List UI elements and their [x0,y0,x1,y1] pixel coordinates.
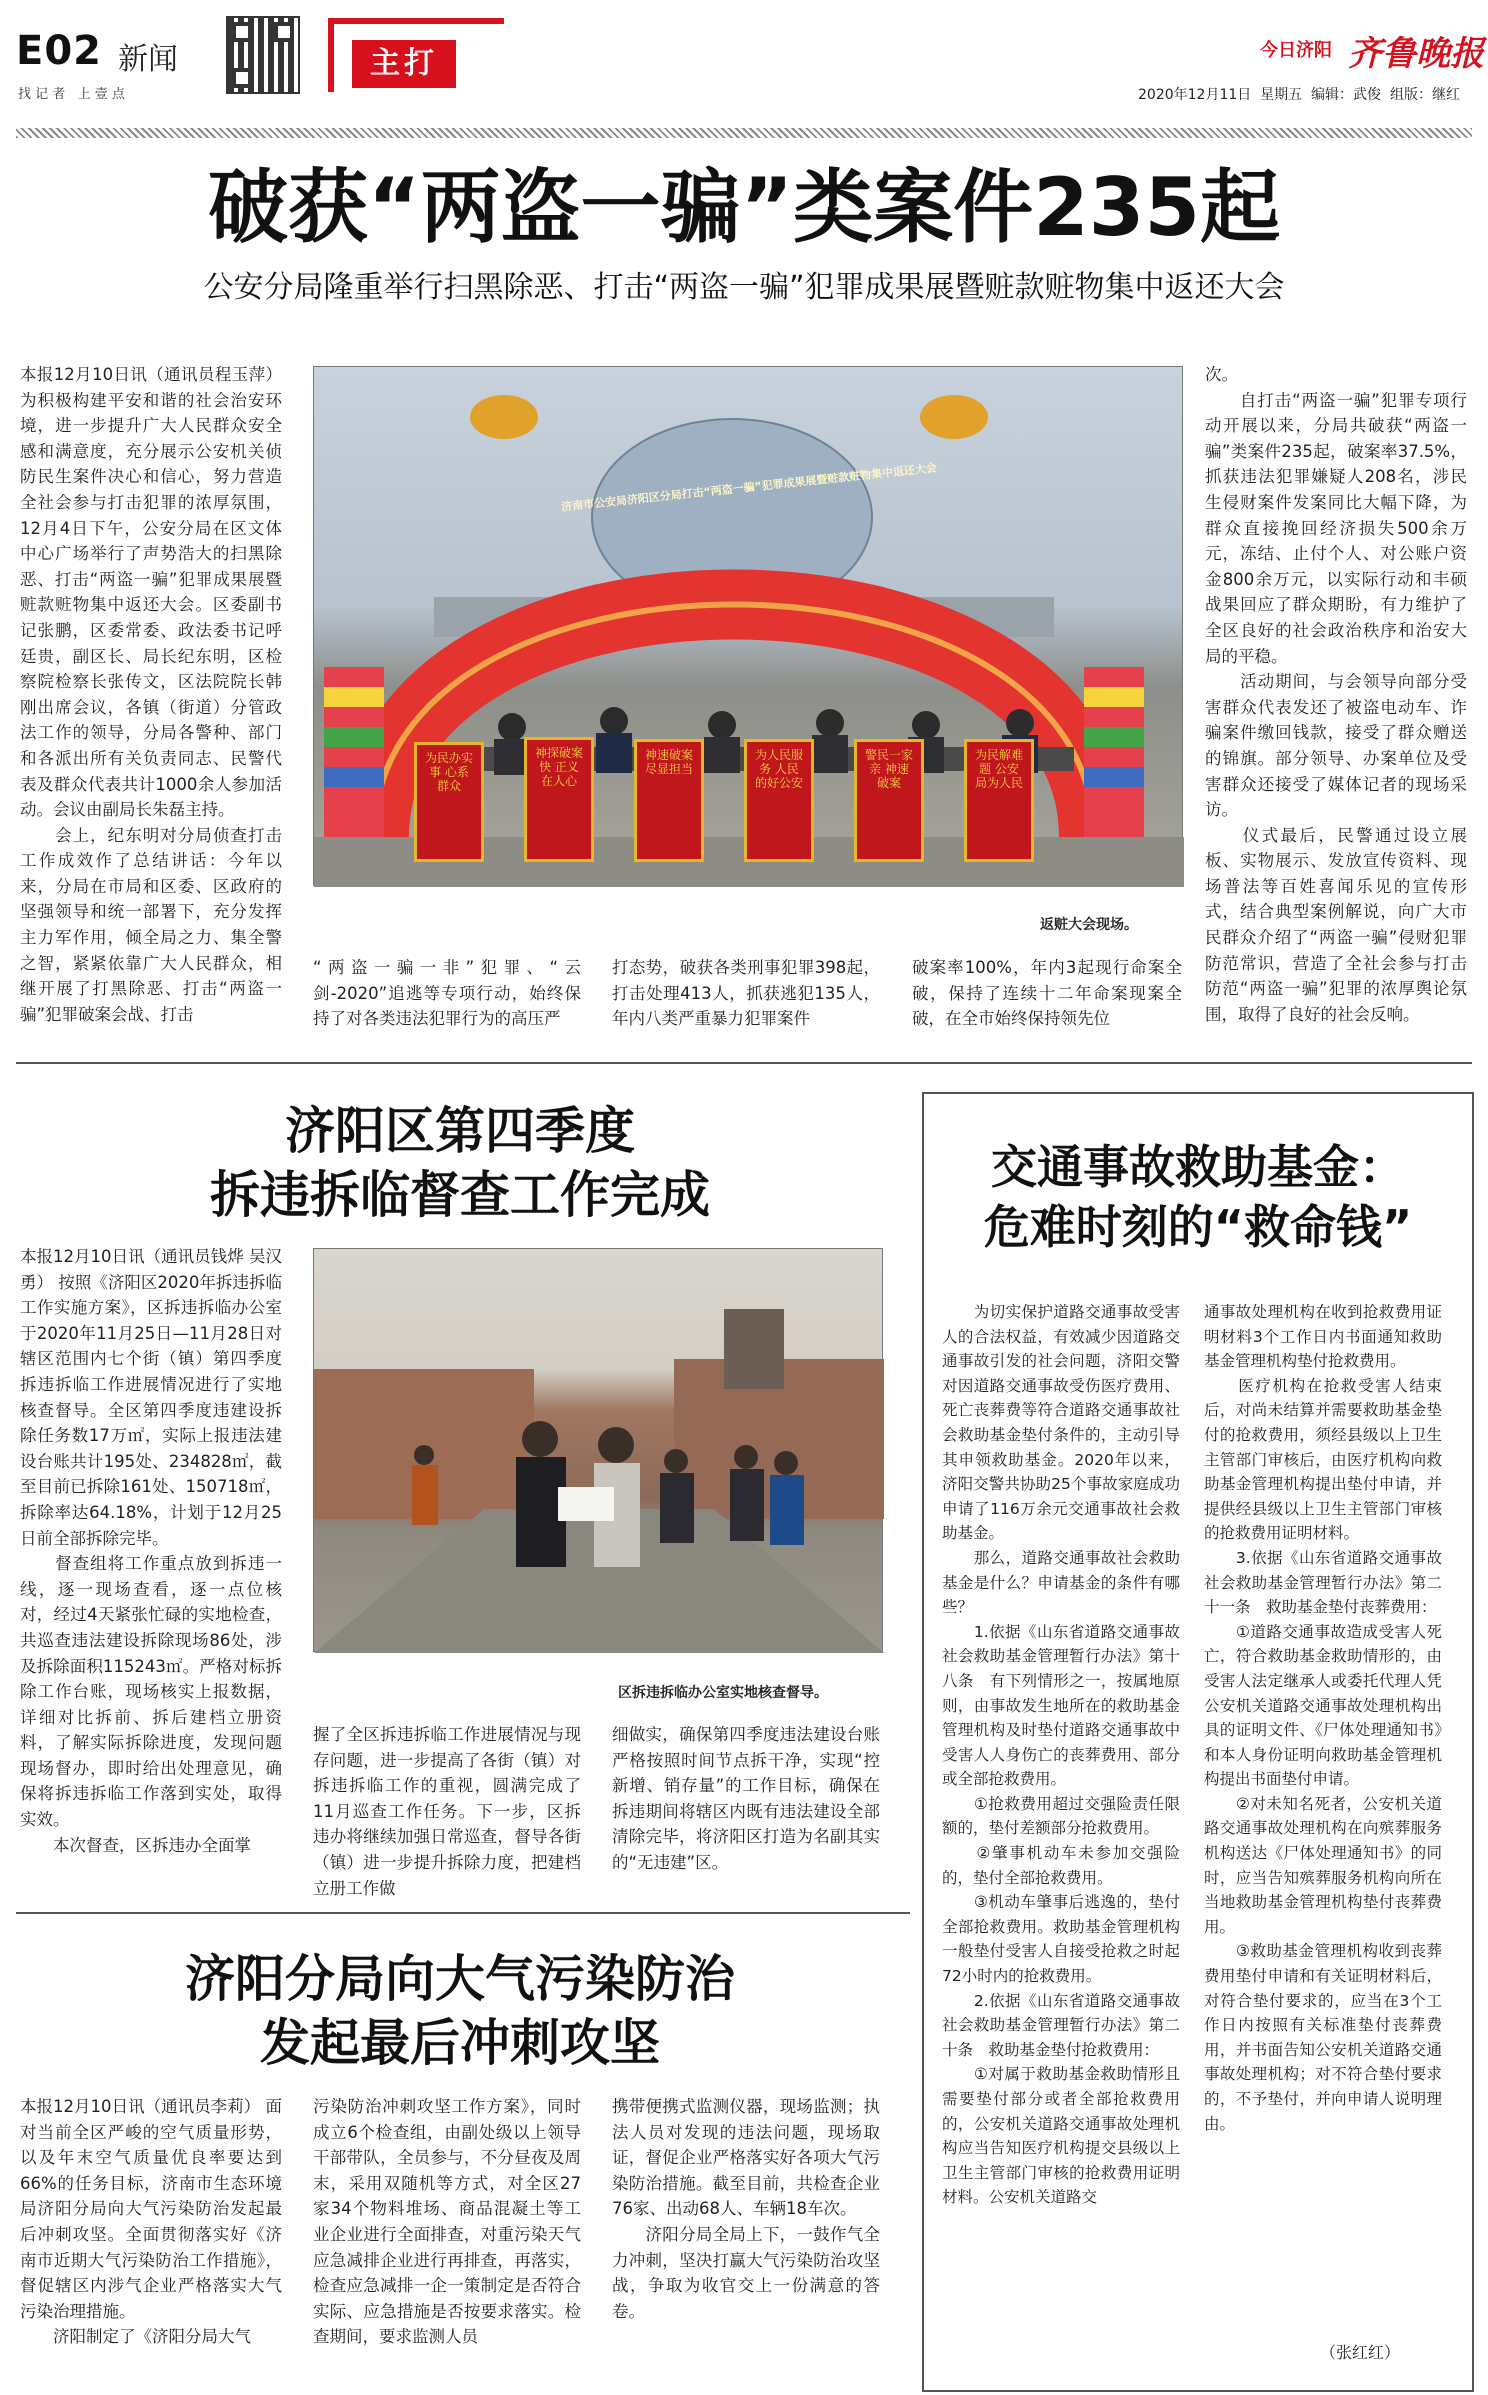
story3-body-col2: 通事故处理机构在收到抢救费用证明材料3个工作日内书面通知救助基金管理机构垫付抢救费用。 医疗机构在抢救受害人结束后，对尚未结算并需要救助基金垫付的抢救费用，须经县级以上卫生主管部门审核后，由医疗机构向救助基金管理机构提出垫付申请，并提供经县级以上卫生主管部门审核的抢救费用证明材料。 3.依据《山东省道路交通事故社会救助基金管理暂行办法》第二十一条 救助基金垫付丧葬费用： ①道路交通事故造成受害人死亡，符合救助基金救助情形的，由受害人法定继承人或委托代理人凭公安机关道路交通事故处理机构出具的证明文件、《尸体处理通知书》和本人身份证明向救助基金管理机构提出书面垫付申请。 ②对未知名死者，公安机关道路交通事故处理机构在向殡葬服务机构送达《尸体处理通知书》的同时，应当告知殡葬服务机构向所在当地救助基金管理机构垫付丧葬费用。 ③救助基金管理机构收到丧葬费用垫付申请和有关证明材料后，对符合垫付要求的，应当在3个工作日内按照有关标准垫付丧葬费用，并书面告知公安机关道路交通事故处理机构；对不符合垫付要求的，不予垫付，并向申请人说明理由。 [1204,1303,1442,2133]
pennant-6 [964,739,1034,862]
pennant-3 [634,739,704,862]
lead-photo-caption: 返赃大会现场。 [1040,917,1138,933]
lead-body-under3: 破案率100%，年内3起现行命案全破，保持了连续十二年命案现案全破，在全市始终保持领先位 [912,958,1182,1029]
story4-body-col3: 携带便携式监测仪器，现场监测；执法人员对发现的违法问题，现场取证，督促企业严格落实好各项大气污染防治措施。截至目前，共检查企业76家、出动68人、车辆18车次。 济阳分局全局上下，一鼓作气全力冲刺，坚决打赢大气污染防治攻坚战，争取为收官交上一份满意的答卷。 [612,2097,880,2321]
lead-body-col-right: 次。 自打击“两盗一骗”犯罪专项行动开展以来，分局共破获“两盗一骗”类案件235起，破案率37.5%，抓获违法犯罪嫌疑人208名，涉民生侵财案件发案同比大幅下降，为群众直接挽回经济损失500余万元，冻结、止付个人、对公账户资金800余万元，以实际行动和丰硕战果回应了群众期盼，有力维护了全区良好的社会政治秩序和治安大局的平稳。 活动期间，与会领导向部分受害群众代表发还了被盗电动车、诈骗案件缴回钱款，接受了群众赠送的锦旗。部分领导、办案单位及受害群众还接受了媒体记者的现场采访。 仪式最后，民警通过设立展板、实物展示、发放宣传资料、现场普法等百姓喜闻乐见的宣传形式，结合典型案例解说，向广大市民群众介绍了“两盗一骗”侵财犯罪防范常识，营造了全社会参与打击防范“两盗一骗”犯罪的浓厚舆论氛围，取得了良好的社会反响。 [1205,365,1467,1024]
pennant-3-text: 神速破案 尽显担当 [645,748,694,776]
today-label: 今日济阳 [1260,40,1332,61]
pennant-2-text: 神探破案快 正义在人心 [535,746,584,788]
arch-banner-text: 济南市公安局济阳区分局打击“两盗一骗”犯罪成果展暨赃款赃物集中返还大会 [560,461,938,514]
story3-signoff: （张红红） [1320,2343,1401,2362]
lead-subhead: 公安分局隆重举行扫黑除恶、打击“两盗一骗”犯罪成果展暨赃款赃物集中返还大会 [203,270,1285,305]
masthead-divider [16,128,1472,138]
pennant-5-text: 警民一家亲 神速破案 [865,748,914,790]
pennant-5 [854,739,924,862]
story4-headline-line2: 发起最后冲刺攻坚 [260,2014,660,2072]
pennant-4 [744,739,814,862]
story4-body-col2: 污染防治冲刺攻坚工作方案》，同时成立6个检查组，由副处级以上领导干部带队，全员参与，不分昼夜及周末，采用双随机等方式，对全区27家34个物料堆场、商品混凝土等工业企业进行全面排查，对重污染天气应急减排企业进行再排查，再落实，检查应急减排一企一策制定是否符合实际、应急措施是否按要求落实。检查期间，要求监测人员 [313,2097,581,2347]
pennant-2 [524,737,594,862]
pennant-4-text: 为人民服务 人民的好公安 [755,748,804,790]
lead-body-col1: 本报12月10日讯（通讯员程玉萍） 为积极构建平安和谐的社会治安环境，进一步提升广大人民群众安全感和满意度，充分展示公安机关侦防民生案件决心和信心，努力营造全社会参与打击犯罪的浓厚氛围，12月4日下午，公安分局在区文体中心广场举行了声势浩大的扫黑除恶、打击“两盗一骗”犯罪成果展暨赃款赃物集中返还大会。区委副书记张鹏，区委常委、政法委书记呼廷贵，副区长、局长纪东明，区检察院检察长张传文，区法院院长韩刚出席会议，各镇（街道）分管政法工作的领导，分局各警种、部门和各派出所有关负责同志、民警代表及群众代表共计1000余人参加活动。会议由副局长朱磊主持。 会上，纪东明对分局侦查打击工作成效作了总结讲话：今年以来，分局在市局和区委、区政府的坚强领导和统一部署下，充分发挥主力军作用，倾全局之力、集全警之智，紧紧依靠广大人民群众，相继开展了打黑除恶、打击“两盗一骗”犯罪破案会战、打击 [20,365,282,1024]
pennant-6-text: 为民解难题 公安局为人民 [975,748,1024,790]
section-tag-label: 主打 [352,40,456,88]
pennant-1-text: 为民办实事 心系群众 [425,751,474,793]
qr-code [226,16,300,94]
story2-photo [313,1248,883,1652]
page-number: E02 [16,28,102,74]
story2-body-col1: 本报12月10日讯（通讯员钱烨 吴汉勇） 按照《济阳区2020年拆违拆临工作实施方案》，区拆违拆临办公室于2020年11月25日—11月28日对辖区范围内七个街（镇）第四季度拆违拆临工作进展情况进行了实地核查督导。全区第四季度违建设拆除任务数17万㎡，实际上报违法建设台账共计195处、234828㎡，截至目前已拆除161处、150718㎡，拆除率达64.18%，计划于12月25日前全部拆除完毕。 督查组将工作重点放到拆违一线，逐一现场查看，逐一点位核对，经过4天紧张忙碌的实地检查，共巡查违法建设拆除现场86处，涉及拆除面积115243㎡。严格对标拆除工作台账，现场核实上报数据，详细对比拆前、拆后建档立册资料，了解实际拆除进度，发现问题现场督办，即时给出处理意见，确保将拆违拆临工作落到实处，取得实效。 本次督查，区拆违办全面掌 [20,1247,282,1855]
masthead-tagline: 找 记 者 上 壹 点 [18,87,125,102]
date-line: 2020年12月11日 星期五 编辑：武俊 组版：继红 [1138,87,1460,103]
story2-headline-line1: 济阳区第四季度 [285,1102,635,1160]
section-name: 新闻 [118,42,178,77]
lead-bottom-rule [16,1062,1472,1064]
story2-photo-caption: 区拆违拆临办公室实地核查督导。 [618,1685,828,1701]
inspection-scene-image [314,1249,884,1653]
lead-photo [313,366,1183,886]
story3-headline-line1: 交通事故救助基金： [991,1140,1405,1194]
story2-body-col3: 细做实，确保第四季度违法建设台账严格按照时间节点拆干净，实现“控新增、销存量”的工作目标，确保在拆违期间将辖区内既有违法建设全部清除完毕，将济阳区打造为名副其实的“无违建”区。 [612,1725,880,1872]
lead-body-under1: “两盗一骗一非”犯罪、“云剑-2020”追逃等专项行动，始终保持了对各类违法犯罪行为的高压严 [313,958,581,1029]
story2-bottom-rule [16,1912,910,1914]
story3-headline-line2: 危难时刻的“救命钱” [983,1200,1413,1254]
story4-headline-line1: 济阳分局向大气污染防治 [185,1950,735,2008]
lead-headline: 破获“两盗一骗”类案件235起 [207,161,1281,254]
story3-body-col1: 为切实保护道路交通事故受害人的合法权益，有效减少因道路交通事故引发的社会问题，济阳交警对因道路交通事故受伤医疗费用、死亡丧葬费等符合道路交通事故社会救助基金垫付条件的，主动引导其申领救助基金。2020年以来，济阳交警共协助25个事故家庭成功申请了116万余元交通事故社会救助基金。 那么，道路交通事故社会救助基金是什么？申请基金的条件有哪些？ 1.依据《山东省道路交通事故社会救助基金管理暂行办法》第十八条 有下列情形之一，按属地原则，由事故发生地所在的救助基金管理机构及时垫付道路交通事故中受害人人身伤亡的丧葬费用、部分或全部抢救费用。 ①抢救费用超过交强险责任限额的，垫付差额部分抢救费用。 ②肇事机动车未参加交强险的，垫付全部抢救费用。 ③机动车肇事后逃逸的，垫付全部抢救费用。救助基金管理机构一般垫付受害人自接受抢救之时起72小时内的抢救费用。 2.依据《山东省道路交通事故社会救助基金管理暂行办法》第二十条 救助基金垫付抢救费用： ①对属于救助基金救助情形且需要垫付部分或者全部抢救费用的，公安机关道路交通事故处理机构应当告知医疗机构提交县级以上卫生主管部门审核的抢救费用证明材料。公安机关道路交 [942,1303,1180,2207]
section-tag [328,18,504,92]
paper-logo: 齐鲁晚报 [1348,34,1484,74]
lead-body-under2: 打态势，破获各类刑事犯罪398起，打击处理413人，抓获逃犯135人，年内八类严重暴力犯罪案件 [612,958,880,1029]
story2-body-col2: 握了全区拆违拆临工作进展情况与现存问题，进一步提高了各街（镇）对拆违拆临工作的重视，圆满完成了11月巡查工作任务。下一步，区拆违办将继续加强日常巡查，督导各街（镇）进一步提升拆除力度，把建档立册工作做 [313,1725,581,1898]
story4-body-col1: 本报12月10日讯（通讯员李莉） 面对当前全区严峻的空气质量形势，以及年末空气质量优良率要达到66%的任务目标，济南市生态环境局济阳分局向大气污染防治发起最后冲刺攻坚。全面贯彻落实好《济南市近期大气污染防治工作措施》，督促辖区内涉气企业严格落实大气污染治理措施。 济阳制定了《济阳分局大气 [20,2097,282,2347]
story2-headline-line2: 拆违拆临督查工作完成 [210,1166,710,1224]
pennant-1 [414,742,484,862]
